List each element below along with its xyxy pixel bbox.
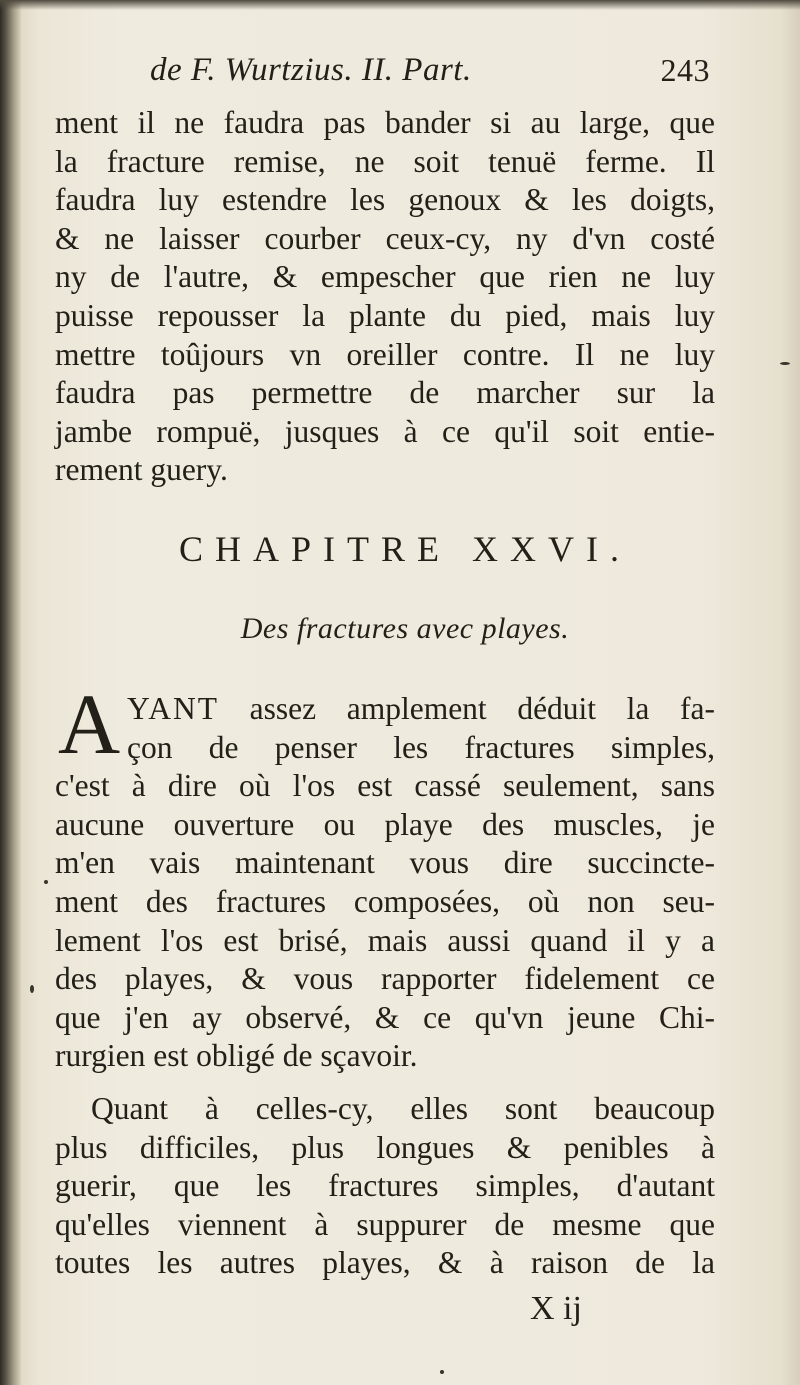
ink-speck bbox=[30, 985, 34, 993]
binding-shadow bbox=[0, 0, 22, 1385]
text-line: guerir, que les fractures simples, d'autant bbox=[55, 1168, 715, 1204]
text-line: des playes, & vous rapporter fidelement ce bbox=[55, 961, 715, 997]
chapter-paragraph bbox=[55, 690, 715, 1076]
text-line: aucune ouverture ou playe des muscles, je bbox=[55, 806, 715, 842]
text-line: ment des fractures composées, où non seu- bbox=[55, 883, 715, 919]
paragraph-continuation bbox=[55, 104, 715, 490]
text-line: Quant à celles-cy, elles sont beaucoup bbox=[91, 1091, 715, 1126]
ink-speck bbox=[780, 362, 790, 365]
text-line: que j'en ay observé, & ce qu'vn jeune Chi- bbox=[55, 999, 715, 1035]
text-line: mettre toûjours vn oreiller contre. Il ne luy bbox=[55, 336, 715, 372]
chapter-heading: CHAPITRE XXVI. bbox=[179, 529, 631, 569]
text-line: jambe rompuë, jusques à ce qu'il soit entie- bbox=[55, 413, 715, 449]
ink-speck bbox=[440, 1370, 444, 1374]
text-line: ment il ne faudra pas bander si au large, que bbox=[55, 105, 715, 140]
page-number: 243 bbox=[660, 52, 710, 88]
text-line: m'en vais maintenant vous dire succincte- bbox=[55, 845, 715, 881]
text-line-rest: assez amplement déduit la fa- bbox=[249, 691, 716, 726]
text-line: qu'elles viennent à suppurer de mesme que bbox=[55, 1206, 715, 1242]
text-line: toutes les autres playes, & à raison de la bbox=[55, 1245, 715, 1281]
text-line: faudra pas permettre de marcher sur la bbox=[55, 375, 715, 411]
text-line: la fracture remise, ne soit tenuë ferme. Il bbox=[55, 143, 715, 179]
drop-cap: A bbox=[58, 676, 121, 772]
text-line-first bbox=[55, 690, 715, 729]
text-line: rement guery. bbox=[55, 452, 228, 488]
chapter-subtitle: Des fractures avec playes. bbox=[240, 612, 570, 645]
ink-speck bbox=[44, 880, 48, 884]
running-title: de F. Wurtzius. II. Part. bbox=[150, 52, 472, 88]
opening-word-rest: YANT bbox=[127, 691, 219, 726]
text-line: plus difficiles, plus longues & penibles à bbox=[55, 1129, 715, 1165]
text-line: c'est à dire où l'os est cassé seulement, sans bbox=[55, 768, 715, 804]
text-line: faudra luy estendre les genoux & les doigts, bbox=[55, 182, 715, 218]
text-line: puisse repousser la plante du pied, mais luy bbox=[55, 297, 715, 333]
top-page-edge bbox=[0, 0, 800, 10]
running-header bbox=[150, 52, 710, 89]
signature-mark: X ij bbox=[530, 1290, 582, 1327]
text-line: çon de penser les fractures simples, bbox=[127, 729, 715, 765]
text-line: rurgien est obligé de sçavoir. bbox=[55, 1038, 418, 1074]
text-line: lement l'os est brisé, mais aussi quand il y a bbox=[55, 922, 715, 958]
text-line: & ne laisser courber ceux-cy, ny d'vn costé bbox=[55, 220, 715, 256]
text-line: ny de l'autre, & empescher que rien ne luy bbox=[55, 259, 715, 295]
paragraph bbox=[55, 1090, 715, 1283]
